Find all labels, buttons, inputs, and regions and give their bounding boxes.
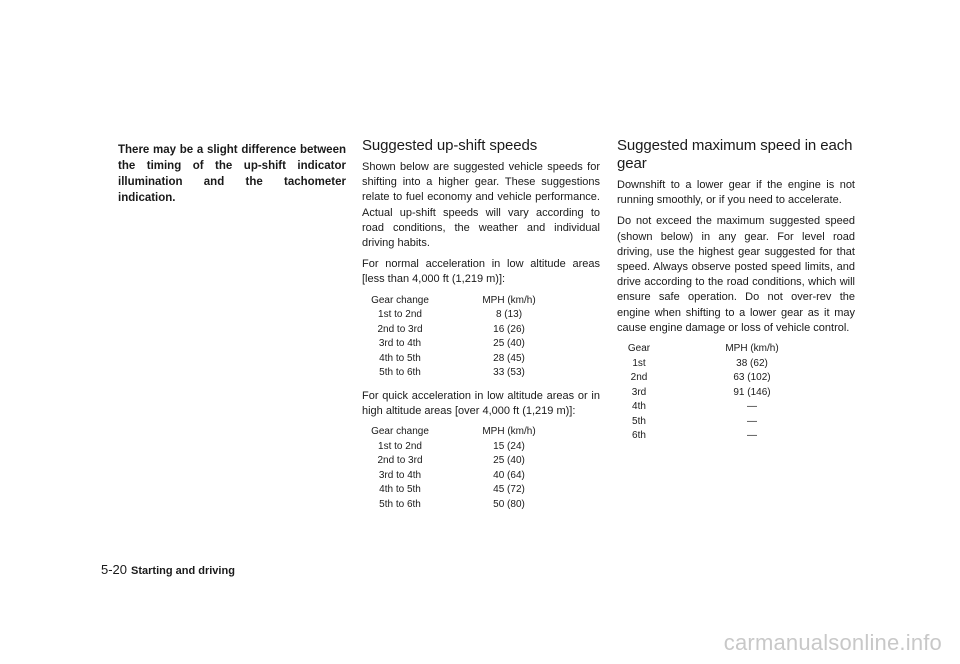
speed-cell: 25 (40) — [493, 338, 525, 350]
table-row — [362, 308, 540, 323]
speed-cell: 8 (13) — [495, 309, 523, 321]
speed-cell: 91 (146) — [733, 386, 771, 398]
middle-column — [362, 137, 600, 520]
speed-cell: — — [747, 430, 757, 442]
col-header-gear-change: Gear change — [371, 426, 429, 438]
table-row — [362, 469, 540, 484]
table-row — [362, 337, 540, 352]
upshift-intro: Shown below are suggested vehicle speeds for shifting into a higher gear. These suggestions relate to fuel economy and vehicle performance. Actual up-shift speeds will vary according to road conditions, the weather and individual driving habits. — [362, 161, 600, 250]
downshift-paragraph: Downshift to a lower gear if the engine is not running smoothly, or if you need to accelerate. — [617, 179, 855, 207]
table-row — [362, 366, 540, 381]
col-header-gear: Gear — [627, 343, 651, 355]
table-header-row — [362, 425, 540, 440]
speed-cell: 33 (53) — [493, 367, 525, 379]
gear-cell: 1st to 2nd — [378, 440, 422, 452]
col-header-gear-change: Gear change — [371, 294, 429, 306]
section-title: Starting and driving — [131, 565, 235, 577]
table-row — [362, 454, 540, 469]
speed-cell: 50 (80) — [493, 498, 525, 510]
table-header-row — [617, 342, 783, 357]
speed-cell: 15 (24) — [493, 440, 525, 452]
speed-cell: 25 (40) — [493, 455, 525, 467]
upshift-indicator-note: There may be a slight difference between the timing of the up-shift indicator illumination and the tachometer indication. — [118, 144, 346, 204]
max-speed-paragraph: Do not exceed the maximum suggested speed (shown below) in any gear. For level road driving, use the highest gear suggested for that speed. Always observe posted speed limits, and drive according to the road conditions, which will ensure safe operation. Do not over-rev the engine when shifting to a lower gear as it may cause engine damage or loss of vehicle control. — [617, 215, 855, 334]
site-watermark: carmanualsonline.info — [723, 630, 942, 655]
page-number: 5-20 — [101, 562, 128, 577]
speed-cell: 45 (72) — [493, 484, 525, 496]
gear-cell: 2nd to 3rd — [377, 455, 423, 467]
table-header-row — [362, 294, 540, 309]
table-row — [617, 357, 783, 372]
low-altitude-intro: For normal acceleration in low altitude areas [less than 4,000 ft (1,219 m)]: — [362, 258, 600, 286]
table-row — [617, 400, 783, 415]
table-row — [362, 483, 540, 498]
speed-cell: — — [747, 401, 757, 413]
gear-cell: 4th to 5th — [379, 484, 421, 496]
table-row — [362, 323, 540, 338]
right-column — [617, 137, 855, 452]
gear-cell: 4th to 5th — [379, 352, 421, 364]
speed-cell: 28 (45) — [493, 352, 525, 364]
col-header-speed: MPH (km/h) — [482, 426, 536, 438]
gear-cell: 4th — [632, 401, 646, 413]
gear-cell: 5th to 6th — [379, 498, 421, 510]
speed-cell: — — [747, 415, 757, 427]
upshift-heading: Suggested up-shift speeds — [362, 137, 538, 154]
col-header-speed: MPH (km/h) — [725, 343, 779, 355]
gear-cell: 2nd to 3rd — [377, 323, 423, 335]
speed-cell: 38 (62) — [736, 357, 768, 369]
gear-cell: 5th — [632, 415, 646, 427]
page-footer — [101, 562, 235, 577]
max-speed-table — [617, 342, 783, 444]
gear-cell: 1st to 2nd — [378, 309, 422, 321]
gear-cell: 3rd to 4th — [378, 469, 422, 481]
max-speed-heading: Suggested maximum speed in each gear — [617, 137, 853, 172]
gear-cell: 1st — [632, 357, 646, 369]
high-altitude-intro: For quick acceleration in low altitude areas or in high altitude areas [over 4,000 ft (1,219 m)]: — [362, 389, 600, 417]
table-row — [617, 415, 783, 430]
gear-cell: 5th to 6th — [379, 367, 421, 379]
left-column — [118, 142, 346, 206]
gear-cell: 2nd — [630, 372, 648, 384]
gear-cell: 3rd to 4th — [378, 338, 422, 350]
speed-cell: 40 (64) — [493, 469, 525, 481]
speed-cell: 16 (26) — [493, 323, 525, 335]
gear-cell: 3rd — [631, 386, 647, 398]
low-altitude-table — [362, 294, 540, 381]
col-header-speed: MPH (km/h) — [482, 294, 536, 306]
speed-cell: 63 (102) — [733, 372, 771, 384]
high-altitude-table — [362, 425, 540, 512]
table-row — [617, 371, 783, 386]
table-row — [362, 352, 540, 367]
table-row — [362, 498, 540, 513]
table-row — [362, 440, 540, 455]
table-row — [617, 386, 783, 401]
table-row — [617, 429, 783, 444]
gear-cell: 6th — [632, 430, 646, 442]
